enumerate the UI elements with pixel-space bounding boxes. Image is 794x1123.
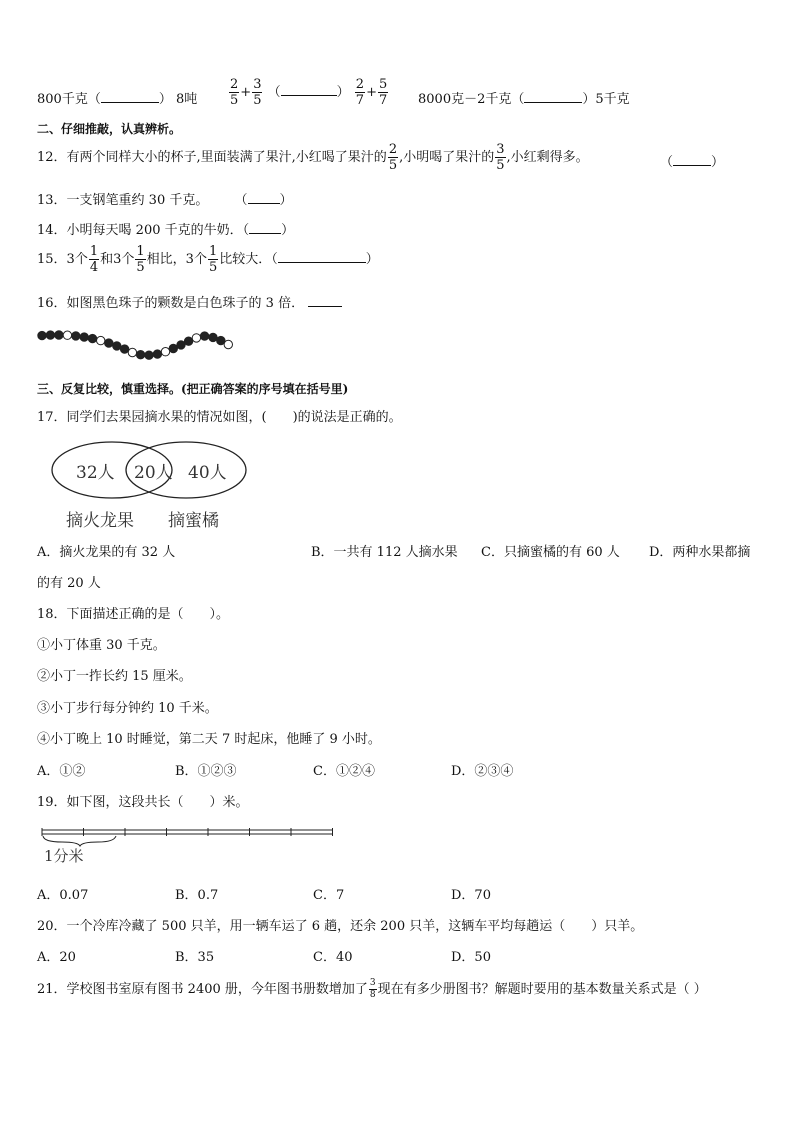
black-bead (46, 331, 54, 339)
white-bead (97, 336, 105, 344)
q14-text: 14．小明每天喝 200 千克的牛奶．（ (37, 223, 250, 238)
q16-blank[interactable] (308, 294, 342, 307)
section-3-title: 三、反复比较，慎重选择。(把正确答案的序号填在括号里) (37, 382, 349, 396)
black-bead (113, 342, 121, 350)
q19-option-d[interactable]: D．70 (451, 888, 491, 903)
q17-option-d-cont: 的有 20 人 (37, 576, 101, 591)
q11-b-blank[interactable] (281, 83, 337, 96)
q18-option-b[interactable]: B．①②③ (175, 764, 237, 779)
q20-option-b[interactable]: B．35 (175, 950, 215, 965)
fraction: $\frac{3}{5}$ (253, 77, 262, 108)
q18-option-a[interactable]: A．①② (37, 764, 86, 779)
black-bead (80, 333, 88, 341)
fraction: $\frac{2}{7}$ (355, 77, 365, 108)
q18-option-c[interactable]: C．①②④ (313, 764, 375, 779)
paren-open: （ (234, 193, 248, 208)
q14 (37, 219, 294, 238)
paren-close: ） (281, 223, 295, 238)
q12-blank[interactable] (673, 153, 711, 166)
black-bead (136, 351, 144, 359)
white-bead (63, 331, 71, 339)
white-bead (161, 348, 169, 356)
plus-sign: + (240, 85, 252, 100)
q15 (37, 245, 379, 274)
paren-close: ） (365, 252, 379, 267)
q11-item-c (418, 88, 630, 107)
fraction: $\frac{2}{5}$ (388, 142, 398, 173)
q16-text: 16．如图黑色珠子的颗数是白色珠子的 3 倍． (37, 296, 305, 311)
q11-item-b (228, 78, 389, 107)
q18-text: 18．下面描述正确的是（ ）。 (37, 607, 230, 622)
black-bead (200, 332, 208, 340)
q17-option-d[interactable]: D．两种水果都摘 (649, 545, 751, 560)
q21-text-post: 现在有多少册图书？解题时要用的基本数量关系式是（ ） (377, 982, 707, 997)
black-bead (209, 333, 217, 341)
q15-text-mid2: 相比，3个 (146, 252, 207, 267)
paren-open: （ (660, 155, 674, 170)
q20-text: 20．一个冷库冷藏了 500 只羊，用一辆车运了 6 趟，还余 200 只羊，这辆车平均每趟运（ ）只羊。 (37, 919, 644, 934)
q19-text: 19．如下图，这段共长（ ）米。 (37, 795, 249, 810)
q11-a-paren-open: （ (87, 92, 101, 107)
fraction: $\frac{2}{5}$ (230, 77, 239, 108)
q19-option-b[interactable]: B．0.7 (175, 888, 219, 903)
q11-item-a (37, 88, 197, 107)
black-bead (120, 345, 128, 353)
white-bead (128, 348, 136, 356)
white-bead (224, 340, 232, 348)
q11-c-blank[interactable] (524, 90, 582, 103)
q15-text-mid1: 和3个 (100, 252, 135, 267)
q15-blank[interactable] (278, 250, 366, 263)
fraction: $\frac{1}{5}$ (136, 244, 145, 275)
paren-close: ） (711, 155, 725, 170)
q11-a-blank[interactable] (101, 90, 159, 103)
q11-b-paren-open: （ (267, 85, 281, 100)
q11-a-left: 800千克 (37, 92, 88, 107)
fraction: $\frac{5}{7}$ (378, 77, 388, 108)
q18-option-d[interactable]: D．②③④ (451, 764, 514, 779)
q20-option-d[interactable]: D．50 (451, 950, 491, 965)
q13 (37, 189, 293, 208)
q21 (37, 978, 707, 1000)
beads-figure (36, 322, 236, 366)
venn-diagram (50, 440, 250, 535)
q18-statement-1: ①小丁体重 30 千克。 (37, 638, 166, 653)
q11-c-left: 8000克－2千克 (418, 92, 512, 107)
black-bead (153, 350, 161, 358)
section-2-title: 二、仔细推敲，认真辨析。 (37, 122, 182, 136)
q17-text: 17．同学们去果园摘水果的情况如图，( )的说法是正确的。 (37, 410, 402, 425)
q17-option-a[interactable]: A．摘火龙果的有 32 人 (37, 545, 176, 560)
q20-option-a[interactable]: A．20 (37, 950, 76, 965)
black-bead (169, 344, 177, 352)
white-bead (192, 334, 200, 342)
venn-right-label: 摘蜜橘 (168, 511, 219, 531)
q19-option-c[interactable]: C．7 (313, 888, 345, 903)
venn-left-label: 摘火龙果 (66, 511, 134, 531)
q18-statement-2: ②小丁一拃长约 15 厘米。 (37, 669, 192, 684)
q12-answer (660, 151, 724, 170)
q13-text: 13．一支钢笔重约 30 千克。 (37, 193, 209, 208)
fraction: $\frac{1}{5}$ (208, 244, 218, 275)
black-bead (177, 341, 185, 349)
q12-text-mid: ,小明喝了果汁的 (399, 150, 495, 165)
q15-text-pre: 15．3个 (37, 252, 88, 267)
q21-text-pre: 21．学校图书室原有图书 2400 册，今年图书册数增加了 (37, 982, 368, 997)
fraction: $\frac{1}{4}$ (89, 244, 99, 275)
q12 (37, 143, 589, 172)
q18-statement-4: ④小丁晚上 10 时睡觉，第二天 7 时起床，他睡了 9 小时。 (37, 732, 381, 747)
black-bead (38, 331, 46, 339)
q15-text-post: 比较大．（ (219, 252, 278, 267)
black-bead (145, 351, 153, 359)
q12-text-post: ,小红剩得多。 (506, 150, 589, 165)
black-bead (184, 337, 192, 345)
plus-sign: + (366, 85, 377, 100)
fraction: $\frac{3}{8}$ (369, 978, 376, 1000)
q17-option-c[interactable]: C．只摘蜜橘的有 60 人 (481, 545, 620, 560)
q20-option-c[interactable]: C．40 (313, 950, 353, 965)
q14-blank[interactable] (249, 221, 281, 234)
q17-option-b[interactable]: B．一共有 112 人摘水果 (311, 545, 458, 560)
paren-close: ） (279, 193, 293, 208)
q11-c-paren-close: ） (582, 92, 596, 107)
q16 (37, 292, 342, 311)
fraction: $\frac{3}{5}$ (496, 142, 505, 173)
q11-a-right: 8吨 (176, 92, 198, 107)
q18-statement-3: ③小丁步行每分钟约 10 千米。 (37, 701, 218, 716)
black-bead (88, 334, 96, 342)
q11-c-right: 5千克 (595, 92, 630, 107)
venn-left-value: 32人 (76, 463, 115, 483)
q11-c-paren-open: （ (511, 92, 525, 107)
ruler-label: 1分米 (44, 847, 84, 865)
black-bead (72, 332, 80, 340)
q11-a-paren-close: ） (158, 92, 172, 107)
venn-right-value: 40人 (188, 463, 227, 483)
ruler-figure (40, 824, 336, 848)
venn-mid-value: 20人 (134, 463, 173, 483)
q11-b-paren-close: ） (336, 85, 350, 100)
black-bead (55, 331, 63, 339)
q12-text-pre: 12．有两个同样大小的杯子,里面装满了果汁,小红喝了果汁的 (37, 150, 387, 165)
q19-option-a[interactable]: A．0.07 (37, 888, 89, 903)
q13-blank[interactable] (248, 191, 280, 204)
black-bead (105, 339, 113, 347)
